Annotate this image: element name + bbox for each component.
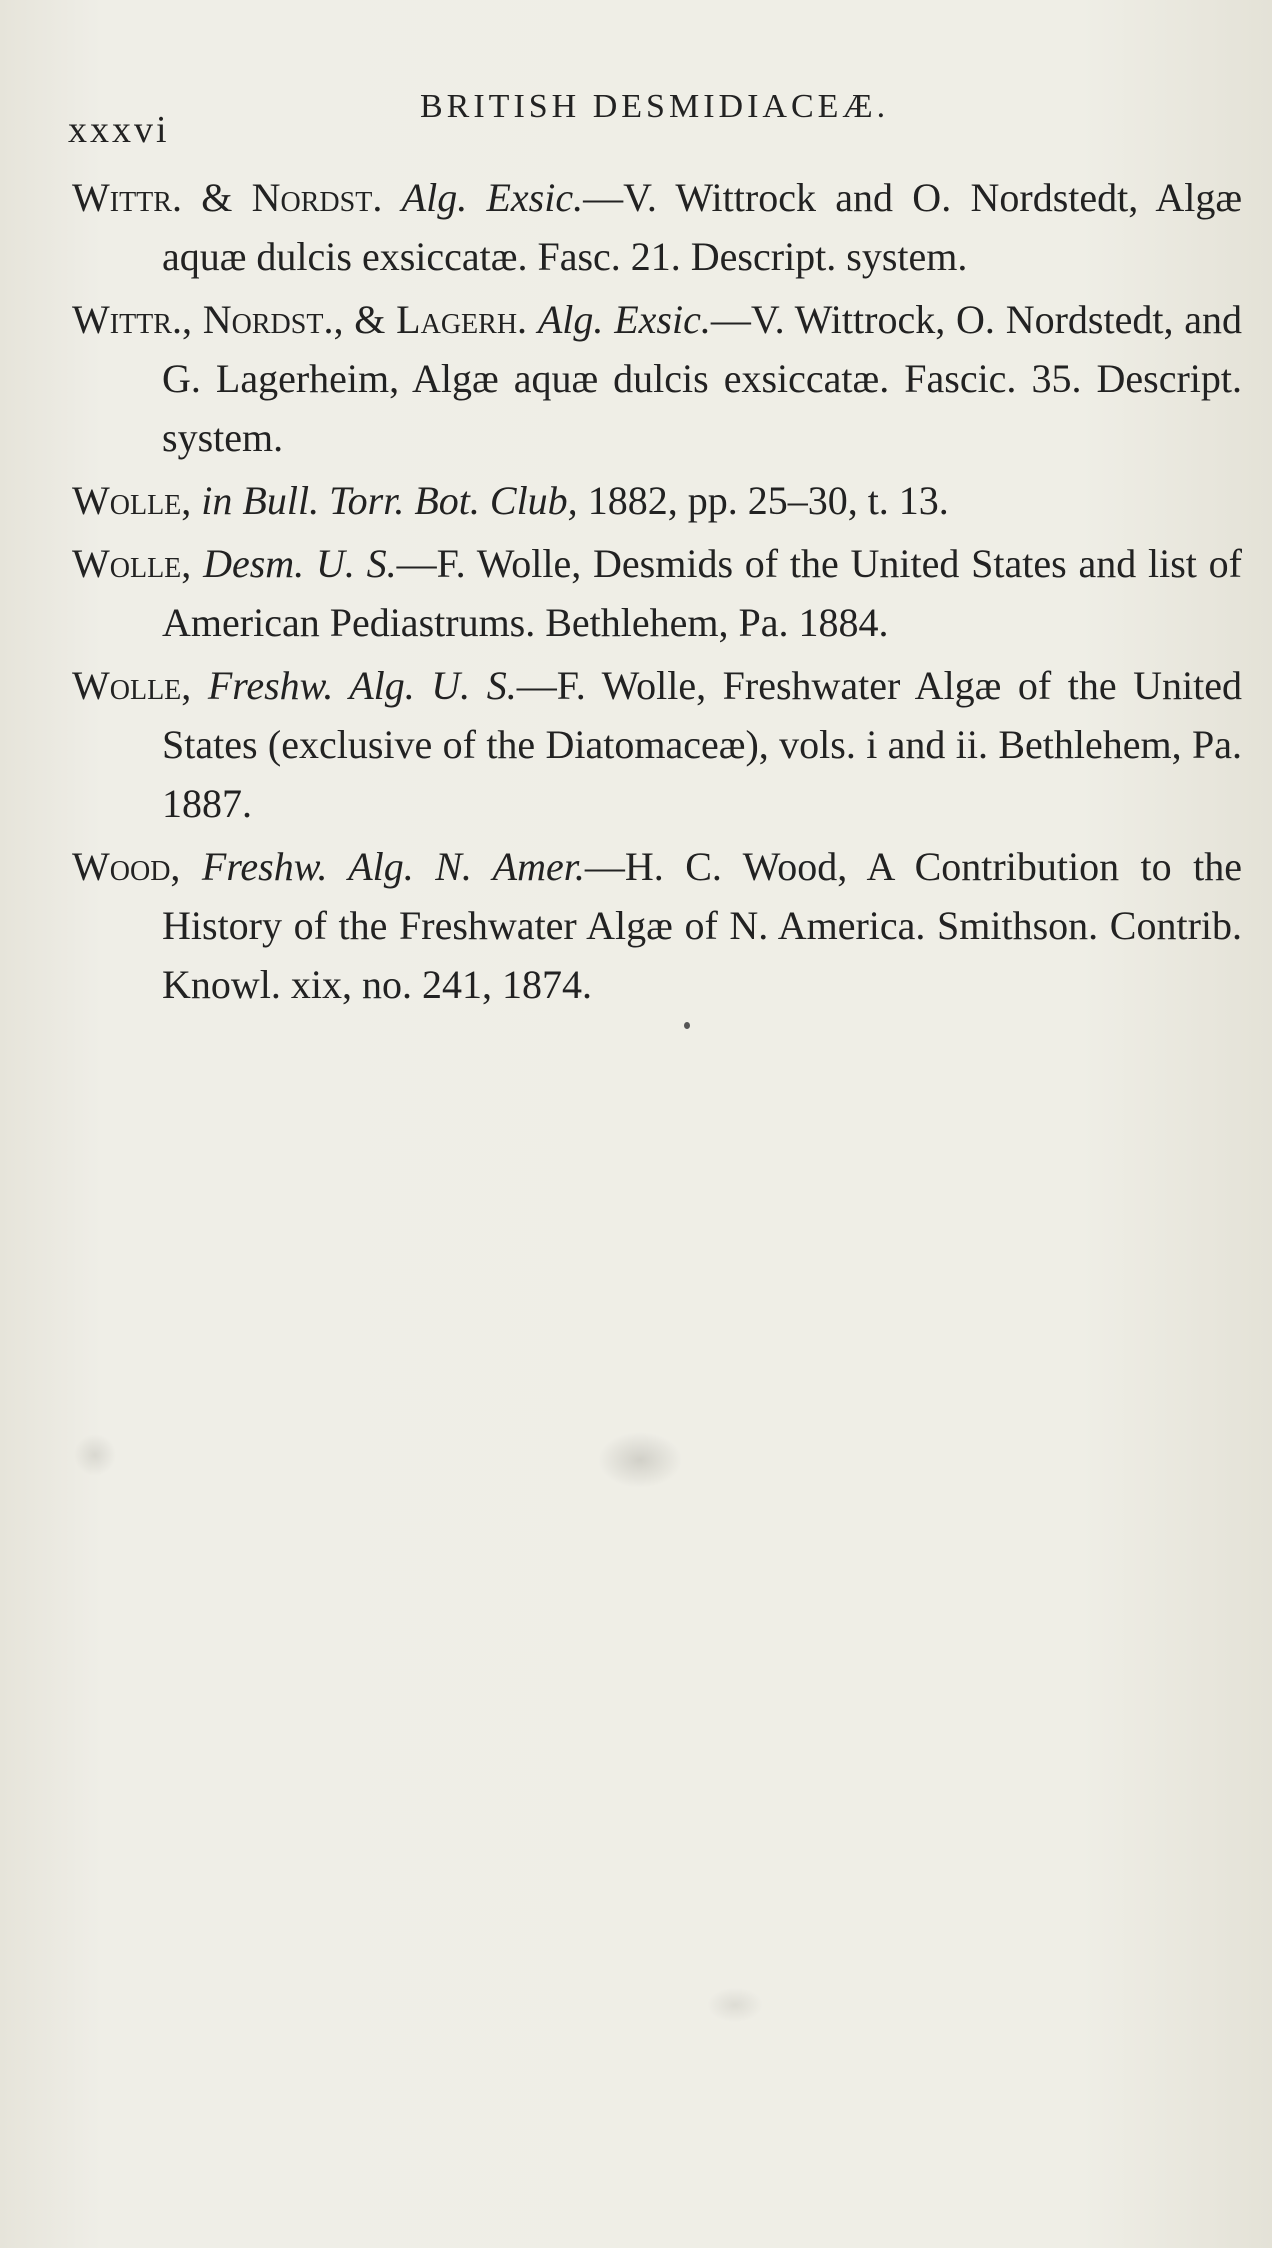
running-head: BRITISH DESMIDIACEÆ.	[420, 88, 890, 125]
bibliography-entry	[72, 656, 1242, 833]
entry-text: —F. Wolle, Freshwater Algæ of the United States (exclusive of the Diatomaceæ), vols. i and ii. Bethlehem, Pa. 1887.	[162, 663, 1243, 826]
entry-author: Wood,	[72, 844, 181, 889]
page-number: xxxvi	[68, 109, 170, 151]
entry-author: Wolle,	[72, 663, 192, 708]
entry-author: Wittr., Nordst., & Lagerh.	[72, 297, 528, 342]
bibliography-entry	[72, 168, 1242, 286]
entry-work: Freshw. Alg. U. S.	[207, 663, 517, 708]
entry-text: —F. Wolle, Desmids of the United States and list of American Pediastrums. Bethlehem, Pa. 1884.	[162, 541, 1243, 645]
entry-work: Alg. Exsic.	[401, 175, 584, 220]
bibliography-list	[72, 168, 1242, 1018]
entry-text: 1882, pp. 25–30, t. 13.	[587, 478, 949, 523]
entry-author: Wolle,	[72, 478, 192, 523]
bibliography-entry	[72, 471, 1242, 530]
entry-author: Wolle,	[72, 541, 192, 586]
entry-author: Wittr. & Nordst.	[72, 175, 383, 220]
entry-text: —H. C. Wood, A Contribution to the History of the Freshwater Algæ of N. America. Smithson. Contrib. Knowl. xix, no. 241, 1874.	[162, 844, 1242, 1007]
entry-text: —V. Wittrock, O. Nordstedt, and G. Lagerheim, Algæ aquæ dulcis exsiccatæ. Fascic. 35. Descript. system.	[162, 297, 1243, 460]
entry-work: in Bull. Torr. Bot. Club,	[201, 478, 578, 523]
bibliography-entry	[72, 534, 1242, 652]
entry-work: Desm. U. S.	[203, 541, 397, 586]
bibliography-entry	[72, 837, 1242, 1014]
entry-work: Freshw. Alg. N. Amer.	[201, 844, 585, 889]
ink-speck	[684, 1022, 690, 1029]
bibliography-entry	[72, 290, 1242, 467]
entry-work: Alg. Exsic.	[537, 297, 711, 342]
entry-text: —V. Wittrock and O. Nordstedt, Algæ aquæ dulcis exsiccatæ. Fasc. 21. Descript. system.	[162, 175, 1243, 279]
